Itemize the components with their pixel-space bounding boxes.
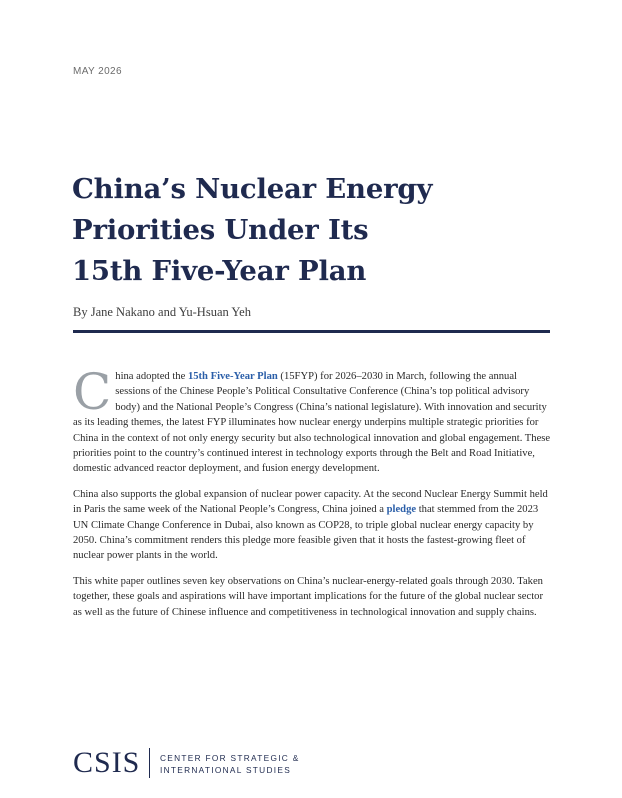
logo-divider	[149, 748, 150, 778]
paragraph-text: China also supports the global expansion of nuclear power capacity. At the second Nuclear Energy Summit held in Paris the same week of the National People’s Congress, China joined a	[73, 488, 548, 516]
org-name-line-2: INTERNATIONAL STUDIES	[160, 765, 292, 775]
paragraph-outline: This white paper outlines seven key observations on China’s nuclear-energy-related goals through 2030. Taken together, these goals and aspirations will have important implications for the future of the global nuclear sector as well as the future of Chinese influence and competitiveness in technological innovation and supply chains.	[73, 575, 543, 618]
csis-wordmark: CSIS	[73, 746, 141, 779]
five-year-plan-link[interactable]: 15th Five-Year Plan	[187, 371, 278, 382]
title-divider	[73, 330, 550, 333]
paragraph-pledge	[73, 487, 551, 564]
paragraph-text: that stemmed from the 2023 UN Climate Change Conference in Dubai, also known as COP28, to triple global nuclear energy capacity by 2050. China’s commitment renders this pledge more feasible given that it hosts the fastest-growing fleet of nuclear power plants in the world.	[73, 504, 539, 562]
drop-cap: C	[73, 363, 112, 421]
body-text	[73, 363, 551, 630]
paragraph-text: (15FYP) for 2026–2030 in March, following the annual sessions of the Chinese People’s Political Consultative Conference (China’s top political advisory body) and the National People’s Congress (China’s national legislature). With innovation and security as its leading themes, the latest FYP illuminates how nuclear energy underpins multiple strategic priorities for China in the context of not only energy security but also technological innovation and global engagement. These priorities point to the country’s continued interest in technology exports through the Belt and Road Initiative, domestic advanced reactor deployment, and fusion energy development.	[73, 371, 551, 475]
report-title	[72, 169, 552, 292]
author-byline: By Jane Nakano and Yu-Hsuan Yeh	[73, 305, 251, 319]
title-line: 15th Five-Year Plan	[72, 255, 367, 287]
title-line: China’s Nuclear Energy	[72, 173, 433, 205]
publication-date: MAY 2026	[73, 66, 122, 77]
org-name-line-1: CENTER FOR STRATEGIC &	[160, 753, 300, 763]
paragraph-intro	[73, 363, 551, 477]
title-line: Priorities Under Its	[72, 214, 369, 246]
paragraph-text: hina adopted the	[115, 371, 188, 382]
pledge-link[interactable]: pledge	[386, 504, 417, 516]
